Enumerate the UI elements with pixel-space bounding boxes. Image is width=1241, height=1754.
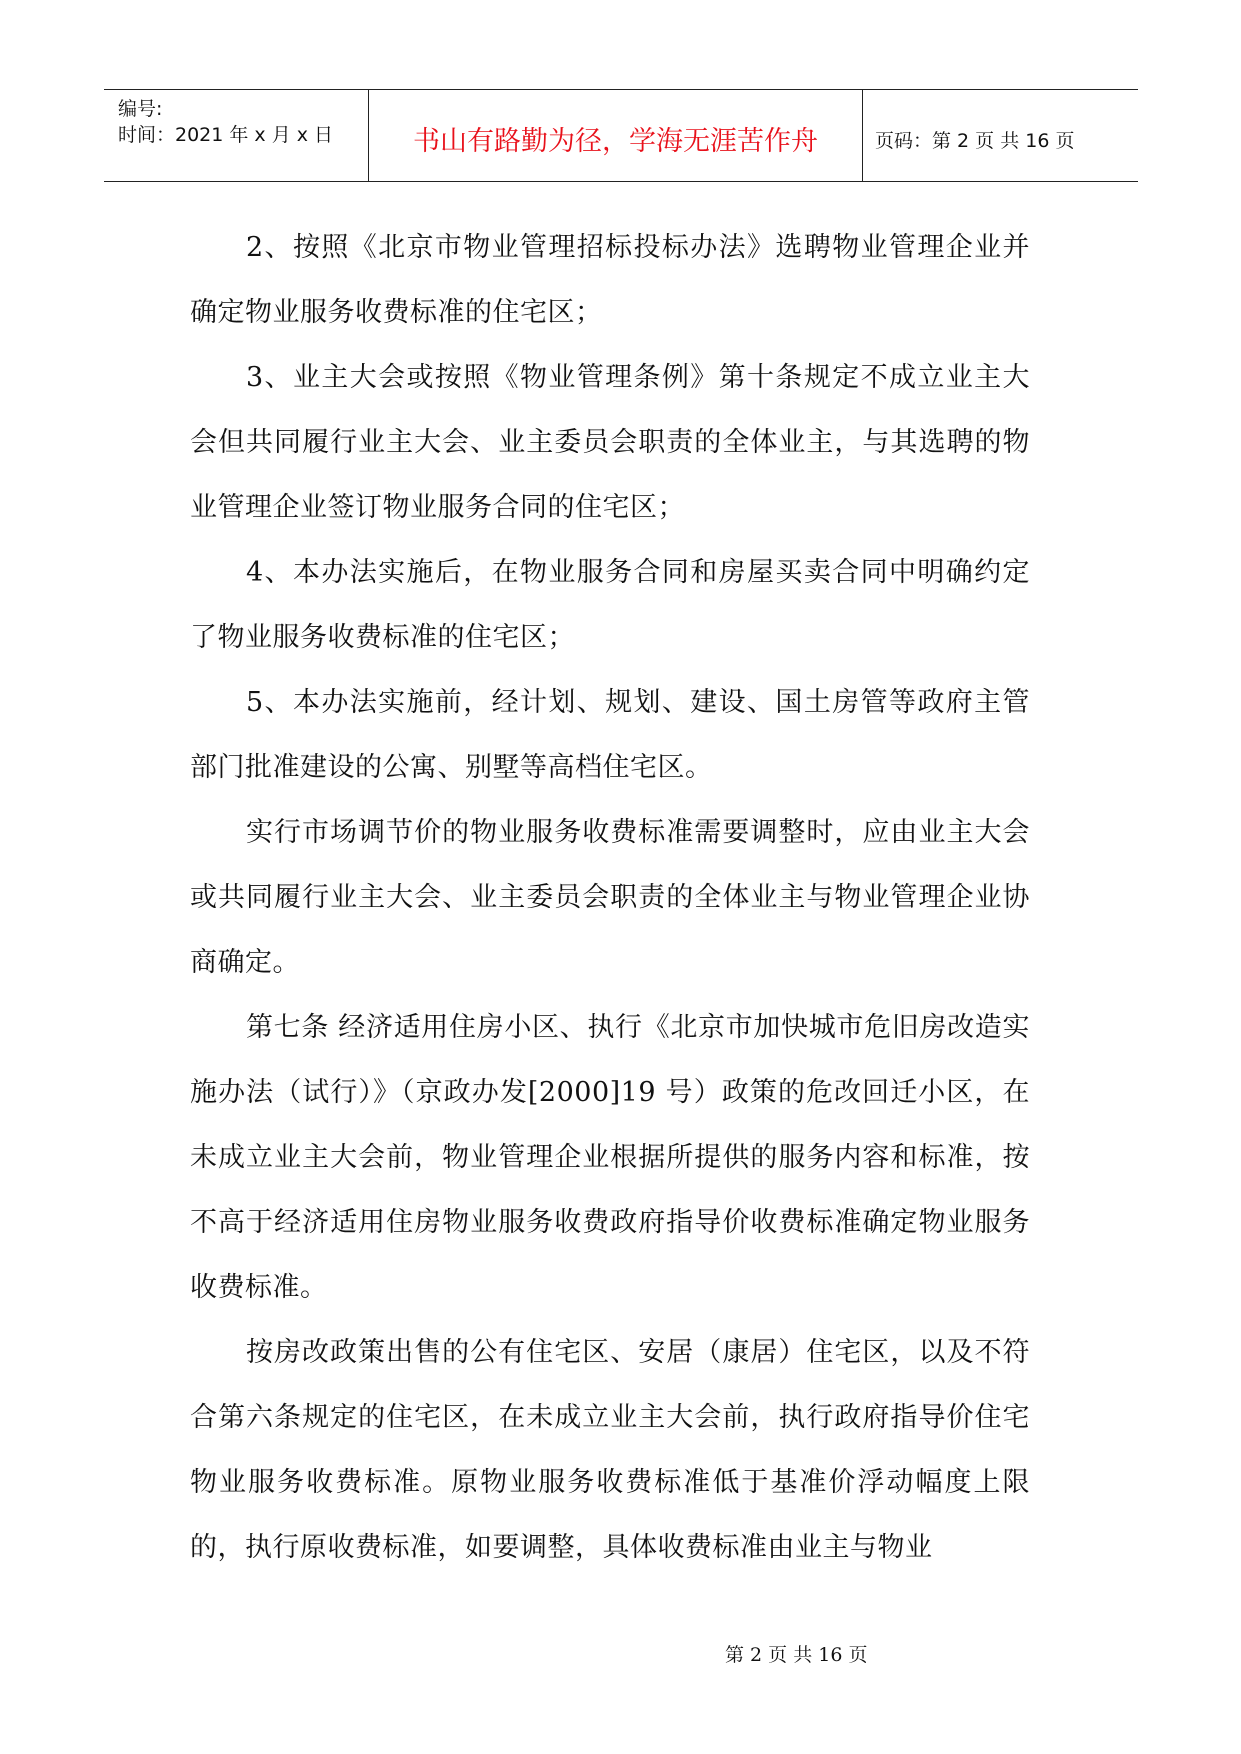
paragraph-market-price: 实行市场调节价的物业服务收费标准需要调整时，应由业主大会或共同履行业主大会、业主委员会职责的全体业主与物业管理企业协商确定。 (190, 817, 1030, 978)
header-page-number: 页码：第 2 页 共 16 页 (875, 130, 1075, 152)
paragraph-item-5: 5、本办法实施前，经计划、规划、建设、国土房管等政府主管部门批准建设的公寓、别墅等高档住宅区。 (190, 687, 1030, 783)
header-page-cell (863, 90, 1138, 181)
paragraph-article-7: 第七条 经济适用住房小区、执行《北京市加快城市危旧房改造实施办法（试行）》（京政办发[2000]19 号）政策的危改回迁小区，在未成立业主大会前，物业管理企业根据所提供的服务内容和标准，按不高于经济适用住房物业服务收费政府指导价收费标准确定物业服务收费标准。 (190, 1012, 1030, 1303)
paragraph-item-3: 3、业主大会或按照《物业管理条例》第十条规定不成立业主大会但共同履行业主大会、业主委员会职责的全体业主，与其选聘的物业管理企业签订物业服务合同的住宅区； (190, 362, 1030, 523)
date-label: 时间：2021 年 x 月 x 日 (118, 124, 334, 146)
page-header (104, 89, 1138, 182)
serial-number-label: 编号: (118, 98, 163, 120)
paragraph-item-4: 4、本办法实施后，在物业服务合同和房屋买卖合同中明确约定了物业服务收费标准的住宅区； (190, 557, 1030, 653)
header-meta-cell (104, 90, 369, 181)
header-motto-cell (369, 90, 863, 181)
document-body (190, 215, 1030, 1580)
paragraph-housing-reform: 按房改政策出售的公有住宅区、安居（康居）住宅区，以及不符合第六条规定的住宅区，在未成立业主大会前，执行政府指导价住宅物业服务收费标准。原物业服务收费标准低于基准价浮动幅度上限的，执行原收费标准，如要调整，具体收费标准由业主与物业 (190, 1337, 1030, 1563)
paragraph-item-2: 2、按照《北京市物业管理招标投标办法》选聘物业管理企业并确定物业服务收费标准的住宅区； (190, 232, 1030, 328)
page-footer: 第 2 页 共 16 页 (725, 1644, 868, 1666)
header-motto: 书山有路勤为径，学海无涯苦作舟 (413, 126, 818, 157)
